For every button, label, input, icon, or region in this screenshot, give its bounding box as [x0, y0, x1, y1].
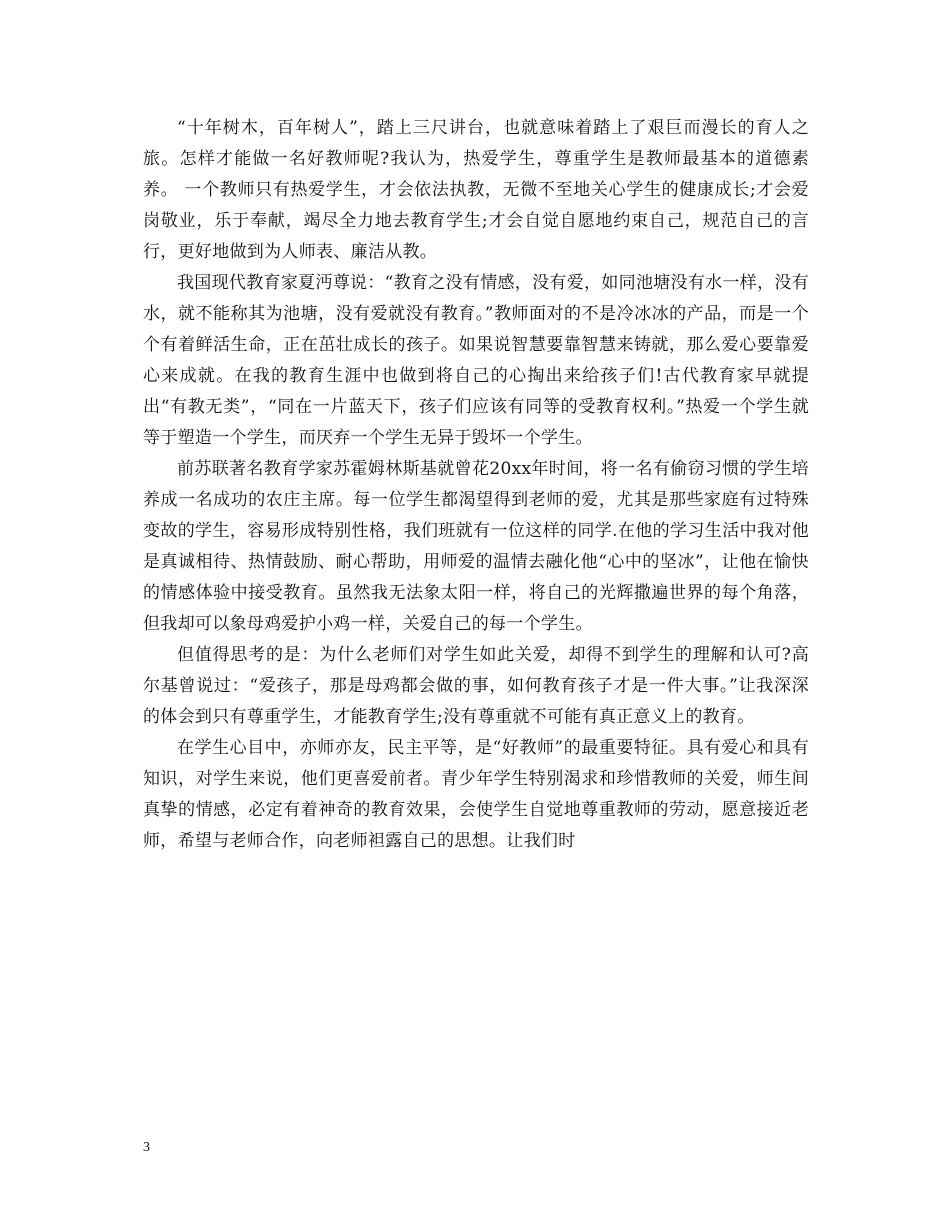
paragraph-5: 在学生心目中，亦师亦友，民主平等，是“好教师”的最重要特征。具有爱心和具有知识，对学生来说，他们更喜爱前者。青少年学生特别渴求和珍惜教师的关爱，师生间真挚的情感，必定有着神奇的教育效果，会使学生自觉地尊重教师的劳动，愿意接近老师，希望与老师合作，向老师袒露自己的思想。让我们时	[143, 738, 809, 851]
paragraph-2: 我国现代教育家夏沔尊说：“教育之没有情感，没有爱，如同池塘没有水一样，没有水，就不能称其为池塘，没有爱就没有教育。”教师面对的不是冷冰冰的产品，而是一个个有着鲜活生命，正在茁壮成长的孩子。如果说智慧要靠智慧来铸就，那么爱心要靠爱心来成就。在我的教育生涯中也做到将自己的心掏出来给孩子们!古代教育家早就提出“有教无类”，“同在一片蓝天下，孩子们应该有同等的受教育权利。”热爱一个学生就等于塑造一个学生，而厌弃一个学生无异于毁坏一个学生。	[143, 273, 809, 448]
paragraph-1: “十年树木，百年树人”，踏上三尺讲台，也就意味着踏上了艰巨而漫长的育人之旅。怎样才能做一名好教师呢?我认为，热爱学生，尊重学生是教师最基本的道德素养。 一个教师只有热爱学生，才会依法执教，无微不至地关心学生的健康成长;才会爱岗敬业，乐于奉献，竭尽全力地去教育学生;才会自觉自愿地约束自己，规范自己的言行，更好地做到为人师表、廉洁从教。	[143, 118, 809, 262]
paragraph-4: 但值得思考的是：为什么老师们对学生如此关爱，却得不到学生的理解和认可?高尔基曾说过：“爱孩子，那是母鸡都会做的事，如何教育孩子才是一件大事。”让我深深的体会到只有尊重学生，才能教育学生;没有尊重就不可能有真正意义上的教育。	[143, 645, 809, 727]
page-number: 3	[143, 1140, 150, 1155]
paragraph-3: 前苏联著名教育学家苏霍姆林斯基就曾花20xx年时间，将一名有偷窃习惯的学生培养成一名成功的农庄主席。每一位学生都渴望得到老师的爱，尤其是那些家庭有过特殊变故的学生，容易形成特别性格，我们班就有一位这样的同学.在他的学习生活中我对他是真诚相待、热情鼓励、耐心帮助，用师爱的温情去融化他“心中的坚冰”，让他在愉快的情感体验中接受教育。虽然我无法象太阳一样，将自己的光辉撒遍世界的每个角落，但我却可以象母鸡爱护小鸡一样，关爱自己的每一个学生。	[143, 459, 809, 634]
document-body	[143, 113, 809, 857]
